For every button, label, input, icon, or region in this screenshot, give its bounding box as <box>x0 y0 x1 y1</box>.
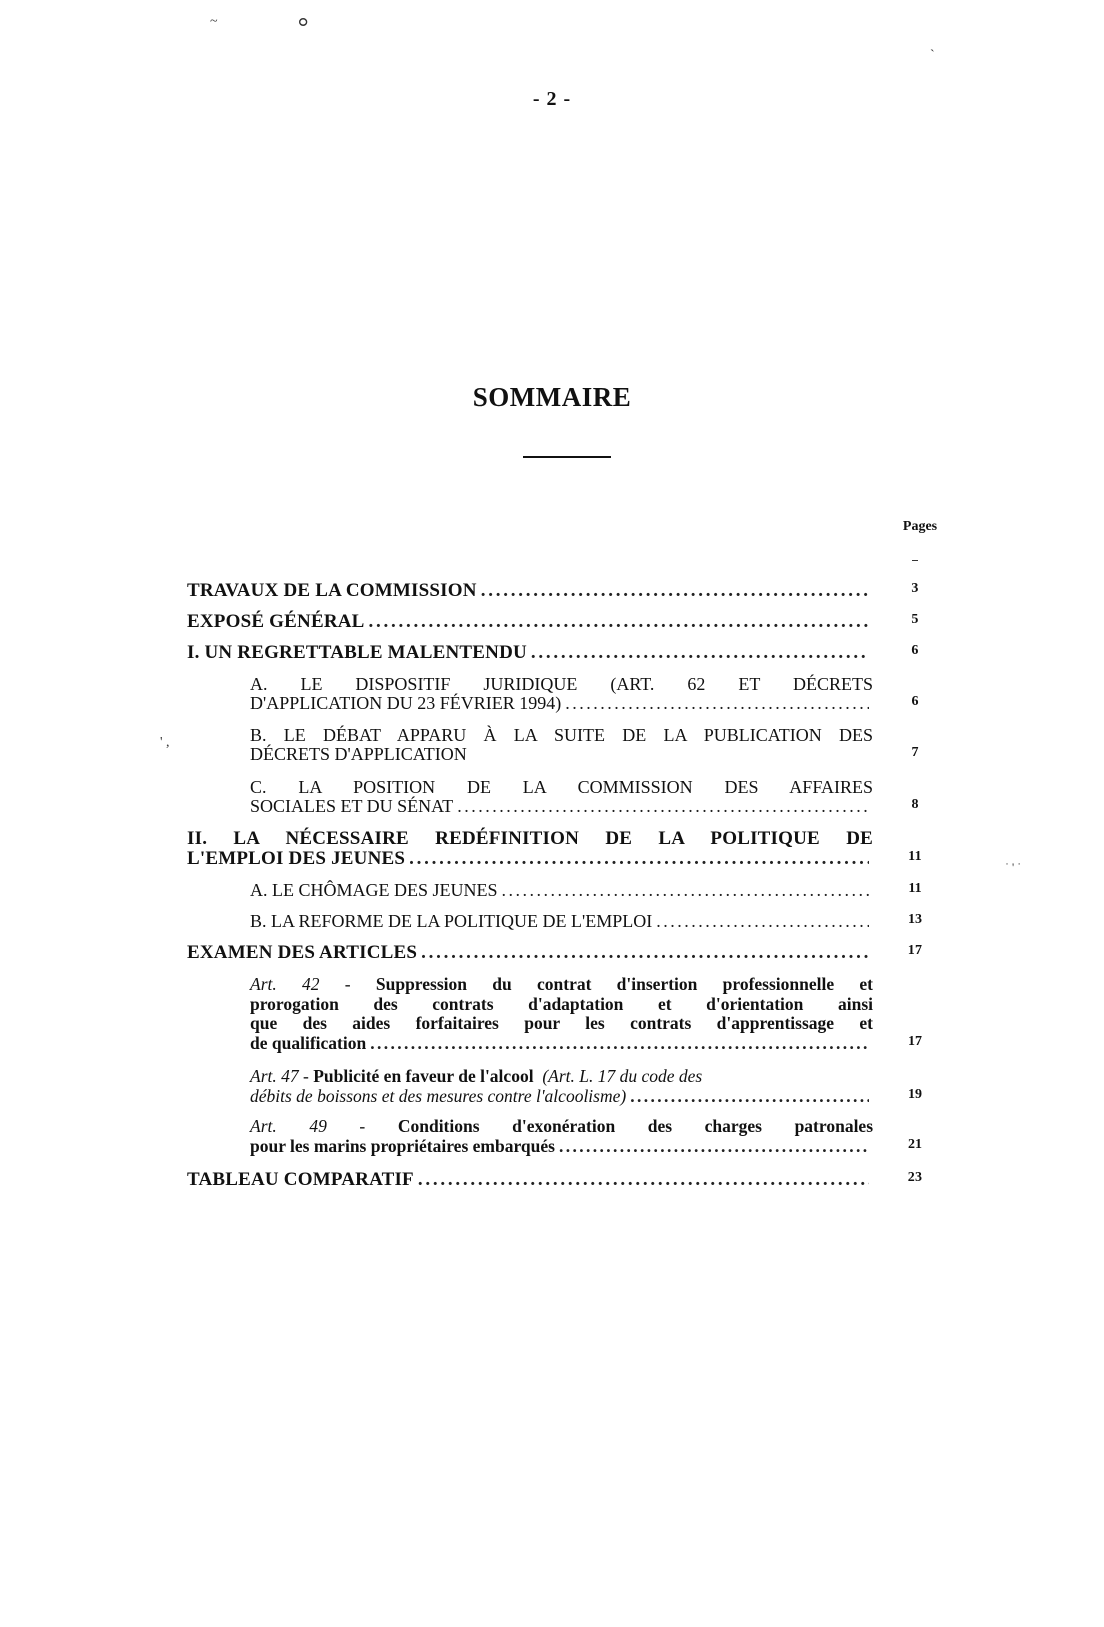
toc-entry-line: que des aides forfaitaires pour les contrats d'apprentissage et <box>250 1013 873 1033</box>
toc-page-number: 17 <box>907 943 923 958</box>
leader-dots <box>502 881 870 900</box>
toc-entry-label: A. LE CHÔMAGE DES JEUNES <box>250 880 498 900</box>
toc-entry-part1b[interactable] <box>250 725 919 764</box>
article-number: Art. 49 <box>250 1116 327 1136</box>
scan-speck: ~ <box>210 14 218 29</box>
toc-page-number: 21 <box>908 1136 922 1152</box>
toc-entry-examen[interactable] <box>187 942 923 963</box>
pages-column-header: Pages <box>902 519 938 534</box>
leader-dots <box>370 1034 869 1054</box>
toc-entry-line: II. LA NÉCESSAIRE REDÉFINITION DE LA POLITIQUE DE <box>187 828 873 849</box>
leader-dots <box>565 694 869 713</box>
article-number: Art. 42 <box>250 974 320 994</box>
toc-entry-line: de qualification <box>250 1032 367 1053</box>
scan-speck: ' , <box>160 735 170 750</box>
toc-entry-tableau[interactable] <box>187 1169 923 1190</box>
toc-entry-line: DÉCRETS D'APPLICATION <box>250 744 467 764</box>
page-number: - 2 - <box>532 88 572 110</box>
leader-dots <box>656 912 869 931</box>
toc-entry-line: SOCIALES ET DU SÉNAT <box>250 796 454 816</box>
toc-page-number: 17 <box>908 1033 922 1049</box>
toc-entry-line: pour les marins propriétaires embarqués <box>250 1135 555 1156</box>
toc-entry-label: TABLEAU COMPARATIF <box>187 1169 414 1190</box>
toc-entry-part2b[interactable] <box>250 911 922 931</box>
toc-entry-line: prorogation des contrats d'adaptation et d'orientation ainsi <box>250 993 873 1014</box>
leader-dots <box>409 849 869 869</box>
leader-dots <box>531 643 869 663</box>
article-number: Art. 47 <box>250 1066 299 1086</box>
toc-page-number: 11 <box>908 849 922 864</box>
toc-entry-part1c[interactable] <box>250 777 919 816</box>
toc-entry-part2[interactable] <box>187 828 922 869</box>
toc-entry-label: EXPOSÉ GÉNÉRAL <box>187 611 365 632</box>
toc-entry-label: B. LA REFORME DE LA POLITIQUE DE L'EMPLOI <box>250 911 653 931</box>
leader-dots <box>369 612 869 632</box>
toc-entry-expose[interactable] <box>187 611 919 632</box>
toc-entry-travaux[interactable] <box>187 580 919 601</box>
article-reference: (Art. L. 17 du code des <box>542 1066 703 1086</box>
toc-entry-line: A. LE DISPOSITIF JURIDIQUE (ART. 62 ET DÉCRETS <box>250 674 873 694</box>
toc-entry-part1[interactable] <box>187 642 919 663</box>
scan-speck: ߋ <box>298 10 309 30</box>
leader-dots <box>559 1137 869 1157</box>
article-title-line: Conditions d'exonération des charges patronales <box>397 1116 874 1136</box>
toc-entry-label: EXAMEN DES ARTICLES <box>187 942 418 963</box>
article-title-line: Publicité en faveur de l'alcool <box>313 1066 534 1086</box>
toc-entry-line: C. LA POSITION DE LA COMMISSION DES AFFAIRES <box>250 777 873 797</box>
toc-entry-art42[interactable] <box>250 974 922 1053</box>
toc-entry-line: L'EMPLOI DES JEUNES <box>187 848 406 869</box>
toc-entry-art47[interactable] <box>250 1066 922 1106</box>
toc-entry-label: TRAVAUX DE LA COMMISSION <box>187 580 477 601</box>
toc-page-number: 7 <box>911 745 919 760</box>
toc-entry-line: D'APPLICATION DU 23 FÉVRIER 1994) <box>250 693 562 713</box>
leader-dots <box>457 797 869 816</box>
toc-entry-part1a[interactable] <box>250 674 919 713</box>
toc-page-number: 23 <box>907 1170 923 1185</box>
toc-entry-line: Art. 47 - Publicité en faveur de l'alcool (Art. L. 17 du code des <box>250 1066 703 1086</box>
toc-page-number: 5 <box>911 612 919 627</box>
scan-speck: ˙ ' ˙ <box>1005 860 1022 874</box>
toc-entry-art49[interactable] <box>250 1116 922 1156</box>
toc-page-number: 13 <box>908 912 922 927</box>
toc-entry-line: Art. 42 - Suppression du contrat d'insertion professionnelle et <box>250 974 873 994</box>
leader-dots <box>481 581 869 601</box>
toc-page-number: 19 <box>908 1086 922 1102</box>
scan-speck: ` <box>930 48 935 63</box>
leader-dots <box>630 1087 869 1107</box>
leader-dots <box>418 1170 869 1190</box>
toc-entry-part2a[interactable] <box>250 880 922 900</box>
toc-page-number: 6 <box>911 643 919 658</box>
toc-entry-label: I. UN REGRETTABLE MALENTENDU <box>187 642 527 663</box>
toc-entry-line: Art. 49 - Conditions d'exonération des charges patronales <box>250 1116 874 1136</box>
page-title: SOMMAIRE <box>472 382 632 412</box>
toc-page-number: 6 <box>911 694 919 709</box>
article-reference: débits de boissons et des mesures contre l'alcoolisme) <box>250 1085 627 1106</box>
leader-dots <box>421 943 869 963</box>
toc-entry-line: B. LE DÉBAT APPARU À LA SUITE DE LA PUBLICATION DES <box>250 725 873 745</box>
toc-page-number: 11 <box>908 881 922 896</box>
toc-page-number: 3 <box>911 581 919 596</box>
toc-page-number: 8 <box>911 797 919 812</box>
article-title-line: Suppression du contrat d'insertion professionnelle et <box>375 974 873 994</box>
